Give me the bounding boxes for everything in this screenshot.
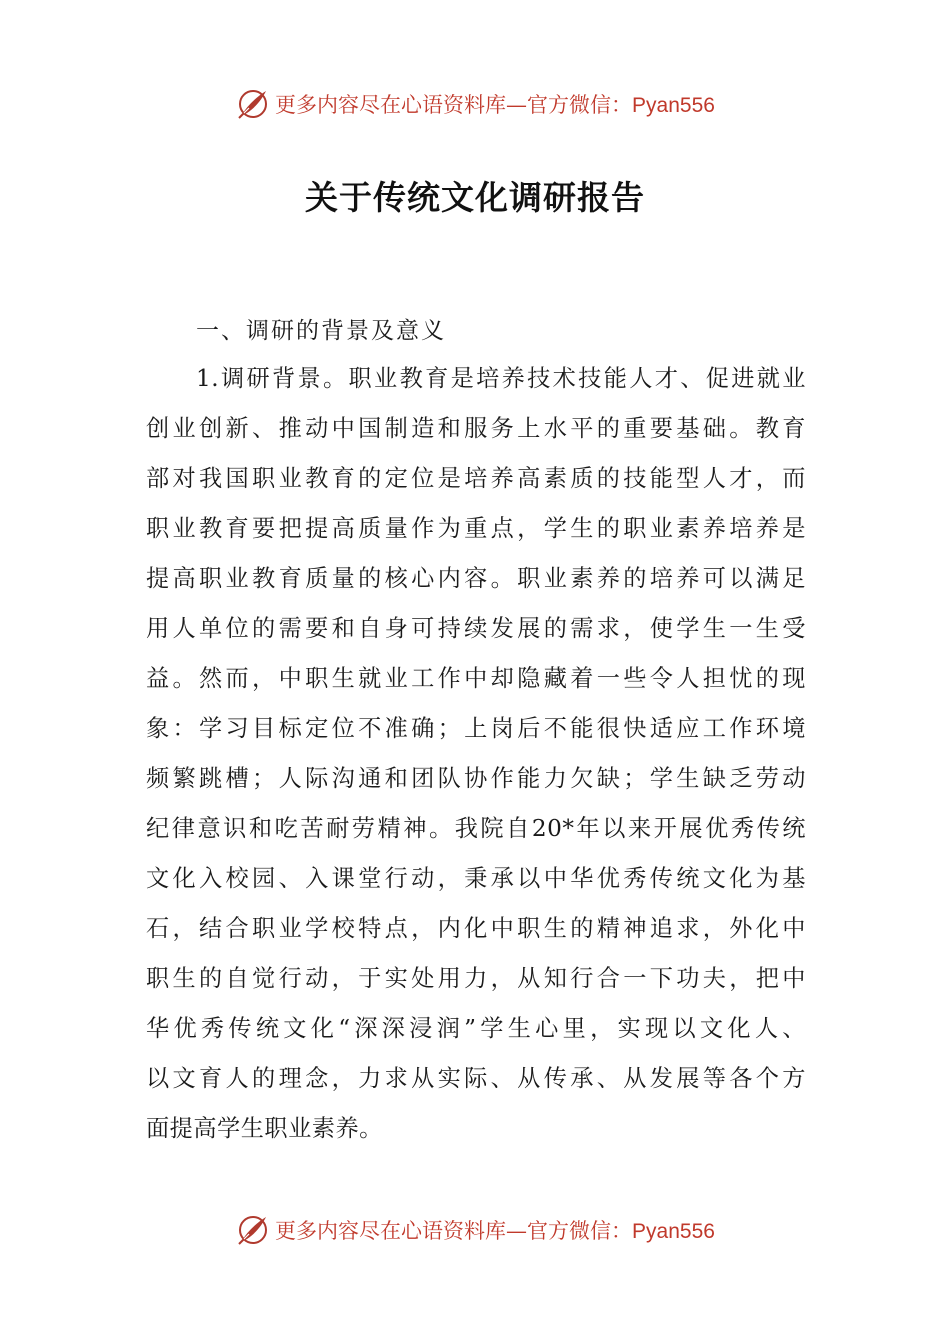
paragraph-line: 用人单位的需要和自身可持续发展的需求，使学生一生受 (146, 615, 806, 642)
quill-logo-icon (235, 86, 271, 122)
body-paragraph (146, 354, 806, 1154)
paragraph-line: 1.调研背景。职业教育是培养技术技能人才、促进就业 (196, 365, 806, 392)
paragraph-line: 益。然而，中职生就业工作中却隐藏着一些令人担忧的现 (146, 665, 806, 692)
paragraph-line: 面提高学生职业素养。 (146, 1115, 383, 1142)
paragraph-line: 提高职业教育质量的核心内容。职业素养的培养可以满足 (146, 565, 806, 592)
header-banner-text: 更多内容尽在心语资料库—官方微信：Pyan556 (275, 93, 715, 117)
paragraph-line: 职业教育要把提高质量作为重点，学生的职业素养培养是 (146, 515, 806, 542)
quill-logo-icon (235, 1212, 271, 1248)
paragraph-line: 频繁跳槽；人际沟通和团队协作能力欠缺；学生缺乏劳动 (146, 765, 806, 792)
paragraph-line: 象：学习目标定位不准确；上岗后不能很快适应工作环境 (146, 715, 806, 742)
footer-banner-handle: Pyan556 (632, 1220, 715, 1243)
header-watermark-banner (0, 84, 950, 124)
footer-banner-text: 更多内容尽在心语资料库—官方微信：Pyan556 (275, 1219, 715, 1243)
paragraph-line: 部对我国职业教育的定位是培养高素质的技能型人才，而 (146, 465, 806, 492)
document-title: 关于传统文化调研报告 (305, 178, 645, 217)
header-banner-handle: Pyan556 (632, 94, 715, 117)
paragraph-line: 文化入校园、入课堂行动，秉承以中华优秀传统文化为基 (146, 865, 806, 892)
paragraph-line: 石，结合职业学校特点，内化中职生的精神追求，外化中 (146, 915, 806, 942)
paragraph-line: 纪律意识和吃苦耐劳精神。我院自20*年以来开展优秀传统 (146, 815, 806, 842)
section-heading: 一、调研的背景及意义 (196, 318, 446, 344)
paragraph-line: 创业创新、推动中国制造和服务上水平的重要基础。教育 (146, 415, 806, 442)
footer-watermark-banner (0, 1210, 950, 1250)
paragraph-line: 以文育人的理念，力求从实际、从传承、从发展等各个方 (146, 1065, 806, 1092)
paragraph-line: 华优秀传统文化“深深浸润”学生心里，实现以文化人、 (146, 1015, 806, 1042)
paragraph-line: 职生的自觉行动，于实处用力，从知行合一下功夫，把中 (146, 965, 806, 992)
